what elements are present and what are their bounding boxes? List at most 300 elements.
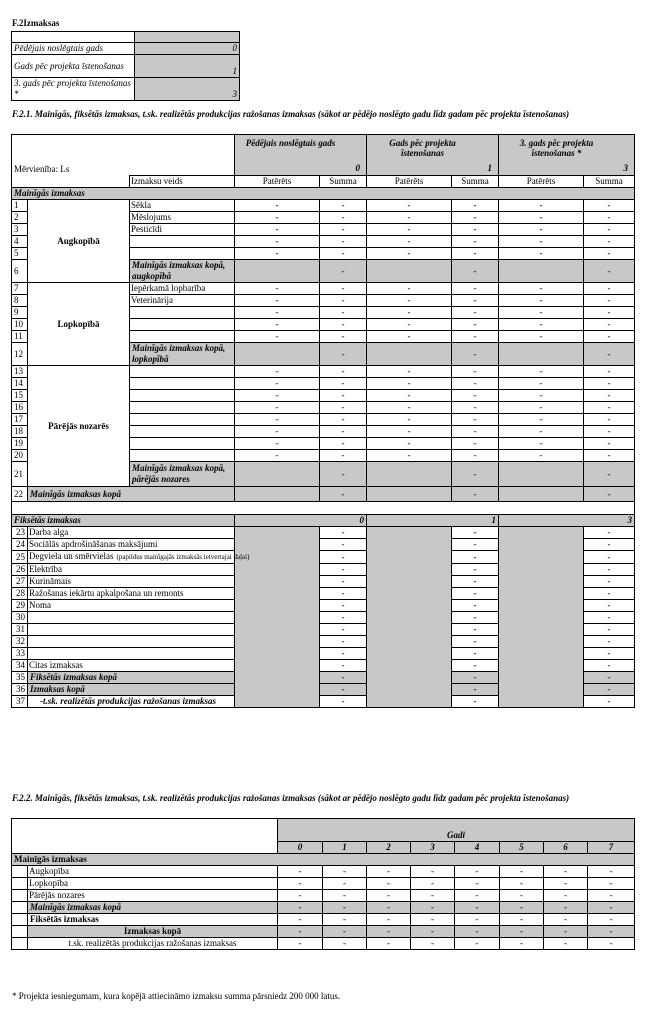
fixed-row-text: Kurināmais (29, 576, 71, 586)
row-indent (12, 937, 28, 949)
fixed-year0: 0 (235, 515, 367, 527)
consumed-cell: - (367, 331, 452, 343)
consumed-cell: - (499, 224, 584, 236)
row-number: 28 (12, 588, 28, 600)
sum-cell: - (320, 200, 367, 212)
year-value: - (588, 937, 635, 949)
row-number: 19 (12, 438, 28, 450)
sum-cell: - (584, 527, 635, 539)
sum-cell: - (452, 462, 499, 487)
year-value: - (455, 877, 500, 889)
row-number: 21 (12, 462, 28, 487)
sum-cell: - (584, 612, 635, 624)
sum-cell: - (584, 624, 635, 636)
consumed-cell: - (367, 236, 452, 248)
summary-value: 3 (135, 78, 240, 101)
year-value: - (544, 865, 588, 877)
summary-label: 3. gads pēc projekta īstenošanas * (12, 78, 135, 101)
sum-cell: - (320, 390, 367, 402)
fixed-row-text: Ražošanas iekārtu apkalpošana un remonts (29, 588, 184, 598)
sum-cell: - (584, 390, 635, 402)
sum-cell: - (320, 260, 367, 283)
year-value: - (323, 901, 367, 913)
summary-table (11, 31, 240, 101)
sum-cell: - (320, 588, 367, 600)
sum-cell: - (320, 283, 367, 295)
row-number: 25 (12, 551, 28, 564)
year-header-1 (367, 135, 499, 176)
row-total-label: Mainīgās izmaksas kopā, augkopībā (130, 260, 235, 283)
year-value: - (278, 901, 323, 913)
year-value: - (588, 913, 635, 925)
summary-year-row (12, 925, 635, 937)
summary-year-row (12, 889, 635, 901)
sum-cell: - (584, 462, 635, 487)
year-value: - (500, 925, 544, 937)
summary-row (12, 55, 240, 78)
row-label: Mēslojums (130, 212, 235, 224)
sum-cell: - (584, 295, 635, 307)
sum-cell: - (452, 331, 499, 343)
year-value: - (411, 937, 455, 949)
fixed-row-text: Izmaksas kopā (30, 684, 85, 694)
summary-year-row (12, 877, 635, 889)
consumed-cell (235, 487, 320, 502)
sum-cell: - (584, 660, 635, 672)
row-label: Pesticīdi (130, 224, 235, 236)
consumed-cell: - (499, 283, 584, 295)
row-indent (12, 901, 28, 913)
year-header-label: 3. gads pēc projekta īstenošanas * (519, 138, 594, 158)
sum-cell: - (320, 539, 367, 551)
row-label (130, 331, 235, 343)
year-value: - (411, 913, 455, 925)
year-value: - (455, 913, 500, 925)
years-blank (12, 841, 278, 853)
year-value: - (455, 889, 500, 901)
sum-cell: - (452, 588, 499, 600)
row-indent (12, 889, 28, 901)
sum-cell: - (320, 248, 367, 260)
consumed-cell (499, 343, 584, 366)
row-label (130, 414, 235, 426)
row-label (130, 438, 235, 450)
year-value: - (323, 937, 367, 949)
consumed-cell (235, 462, 320, 487)
variable-total-label: Mainīgās izmaksas kopā (28, 487, 235, 502)
consumed-cell (235, 260, 320, 283)
year-value: - (544, 913, 588, 925)
col-consumed: Patērēts (367, 176, 452, 188)
consumed-cell: - (367, 366, 452, 378)
row-number: 24 (12, 539, 28, 551)
consumed-cell (499, 462, 584, 487)
sum-cell: - (320, 378, 367, 390)
fixed-row-label (28, 539, 235, 551)
fixed-row-label (28, 588, 235, 600)
sum-cell: - (584, 438, 635, 450)
sum-cell: - (584, 636, 635, 648)
sum-cell: - (584, 684, 635, 696)
col-consumed: Patērēts (235, 176, 320, 188)
fixed-row-text: Noma (29, 600, 51, 610)
sum-cell: - (584, 551, 635, 564)
sum-cell: - (584, 564, 635, 576)
sum-cell: - (452, 307, 499, 319)
year-value: - (500, 889, 544, 901)
sum-cell: - (320, 684, 367, 696)
table-row (12, 200, 635, 212)
year-header-label: Pēdējais noslēgtais gads (245, 138, 336, 148)
sum-cell: - (320, 600, 367, 612)
sum-cell: - (584, 696, 635, 708)
sum-cell: - (320, 224, 367, 236)
sum-cell: - (452, 438, 499, 450)
sum-cell: - (584, 200, 635, 212)
consumed-cell: - (499, 212, 584, 224)
row-number: 9 (12, 307, 28, 319)
row-number: 23 (12, 527, 28, 539)
sum-cell: - (452, 539, 499, 551)
fixed-row-label (28, 600, 235, 612)
sum-cell: - (320, 331, 367, 343)
consumed-cell: - (367, 212, 452, 224)
year-value: - (323, 889, 367, 901)
summary-year-row (12, 901, 635, 913)
fixed-row-text: Elektrība (29, 564, 62, 574)
sum-cell: - (584, 260, 635, 283)
consumed-cell: - (367, 450, 452, 462)
consumed-cell: - (367, 307, 452, 319)
year-value: - (367, 877, 411, 889)
sum-cell: - (452, 684, 499, 696)
sum-cell: - (320, 462, 367, 487)
sum-cell: - (320, 307, 367, 319)
row-indent (12, 913, 28, 925)
sum-cell: - (320, 236, 367, 248)
consumed-cell: - (235, 248, 320, 260)
consumed-cell: - (235, 414, 320, 426)
year-header-num: 0 (355, 163, 361, 173)
fixed-row-label (28, 551, 250, 564)
grey-block (499, 527, 584, 708)
consumed-cell: - (499, 414, 584, 426)
fixed-row-label (28, 576, 235, 588)
table2-title: F.2.2. Mainīgās, fiksētās izmaksas, t.sk. realizētās produkcijas ražošanas izmaksas (sākot ar pēdējo noslēgto gadu līdz gadam pēc projekta īstenošanas) (12, 793, 570, 803)
fixed-row-label (28, 527, 235, 539)
row-label (130, 248, 235, 260)
year-value: - (367, 901, 411, 913)
consumed-cell (499, 260, 584, 283)
summary-year-row (12, 937, 635, 949)
consumed-cell: - (499, 319, 584, 331)
consumed-cell: - (367, 283, 452, 295)
fixed-costs-header: Fiksētās izmaksas (12, 515, 235, 527)
summary-year-row (12, 913, 635, 925)
col-cost-type: Izmaksu veids (130, 176, 235, 188)
consumed-cell: - (499, 236, 584, 248)
summary-header-blank (135, 32, 240, 43)
consumed-cell: - (367, 438, 452, 450)
year-header-0 (235, 135, 367, 176)
row-number: 1 (12, 200, 28, 212)
fixed-year1: 1 (367, 515, 499, 527)
consumed-cell: - (235, 438, 320, 450)
year-value: - (278, 913, 323, 925)
consumed-cell: - (235, 295, 320, 307)
year-value: - (455, 937, 500, 949)
row-indent (12, 877, 28, 889)
unit-blank (12, 176, 130, 188)
year-header-3 (499, 135, 635, 176)
fixed-row-text: Degviela un smērvielas (29, 551, 114, 561)
year-value: - (544, 901, 588, 913)
year-value: - (367, 925, 411, 937)
sum-cell: - (320, 696, 367, 708)
sum-cell: - (452, 487, 499, 502)
consumed-cell: - (367, 248, 452, 260)
group-name: Augkopībā (28, 200, 130, 283)
consumed-cell (499, 487, 584, 502)
sum-cell: - (452, 576, 499, 588)
row-number: 17 (12, 414, 28, 426)
consumed-cell: - (367, 319, 452, 331)
row-number: 20 (12, 450, 28, 462)
year-value: - (544, 889, 588, 901)
sum-cell: - (452, 450, 499, 462)
row-label: Iepērkamā lopbarība (130, 283, 235, 295)
fixed-row-text: Darba alga (29, 527, 69, 537)
section-title: F.2Izmaksas (12, 18, 60, 28)
grey-block (367, 527, 452, 708)
summary-header-blank (12, 32, 135, 43)
fixed-row-label (28, 672, 235, 684)
year-col-1: 1 (323, 841, 367, 853)
year-value: - (323, 865, 367, 877)
sum-cell: - (584, 450, 635, 462)
row-number: 30 (12, 612, 28, 624)
year-value: - (588, 889, 635, 901)
consumed-cell (367, 487, 452, 502)
consumed-cell: - (235, 236, 320, 248)
fixed-row-label (28, 684, 235, 696)
year-value: - (588, 877, 635, 889)
sum-cell: - (452, 390, 499, 402)
sum-cell: - (584, 426, 635, 438)
year-value: - (500, 901, 544, 913)
sum-cell: - (452, 212, 499, 224)
row-number: 34 (12, 660, 28, 672)
consumed-cell: - (367, 295, 452, 307)
year-col-7: 7 (588, 841, 635, 853)
sum-cell: - (320, 527, 367, 539)
year-value: - (544, 937, 588, 949)
unit-label: Mērvienība: Ls (12, 135, 235, 176)
sum-cell: - (584, 414, 635, 426)
sum-cell: - (584, 212, 635, 224)
year-col-2: 2 (367, 841, 411, 853)
row-number: 16 (12, 402, 28, 414)
sum-cell: - (584, 487, 635, 502)
row-number: 29 (12, 600, 28, 612)
row-number: 8 (12, 295, 28, 307)
sum-cell: - (584, 331, 635, 343)
col-sum: Summa (584, 176, 635, 188)
year-value: - (411, 877, 455, 889)
consumed-cell: - (367, 414, 452, 426)
sum-cell: - (452, 283, 499, 295)
summary-year-label: Augkopība (28, 865, 278, 877)
spacer (12, 502, 635, 515)
row-total-label: Mainīgās izmaksas kopā, pārējās nozares (130, 462, 235, 487)
fixed-row-note: (papildus mainīgajās izmaksās ietvertajai daļai) (116, 553, 250, 561)
sum-cell: - (320, 636, 367, 648)
year-col-3: 3 (411, 841, 455, 853)
year-value: - (411, 925, 455, 937)
row-label: Veterinārija (130, 295, 235, 307)
year-col-5: 5 (500, 841, 544, 853)
row-label (130, 366, 235, 378)
row-number: 12 (12, 343, 28, 366)
row-label (130, 236, 235, 248)
sum-cell: - (320, 438, 367, 450)
consumed-cell: - (235, 224, 320, 236)
sum-cell: - (584, 402, 635, 414)
year-value: - (367, 889, 411, 901)
row-indent (12, 925, 28, 937)
sum-cell: - (320, 414, 367, 426)
col-consumed: Patērēts (499, 176, 584, 188)
year-value: - (544, 925, 588, 937)
consumed-cell: - (499, 438, 584, 450)
sum-cell: - (584, 283, 635, 295)
sum-cell: - (584, 343, 635, 366)
sum-cell: - (584, 600, 635, 612)
fixed-row-text: Citas izmaksas (29, 660, 83, 670)
year-value: - (455, 865, 500, 877)
summary-year-label: Izmaksas kopā (28, 925, 278, 937)
row-number: 37 (12, 696, 28, 708)
year-value: - (367, 937, 411, 949)
year-col-4: 4 (455, 841, 500, 853)
fixed-row-label (28, 564, 235, 576)
row-number: 11 (12, 331, 28, 343)
sum-cell: - (452, 414, 499, 426)
summary-year-label: Mainīgās izmaksas kopā (28, 901, 278, 913)
consumed-cell: - (235, 378, 320, 390)
sum-cell: - (452, 224, 499, 236)
sum-cell: - (320, 450, 367, 462)
sum-cell: - (452, 426, 499, 438)
sum-cell: - (452, 319, 499, 331)
row-number: 31 (12, 624, 28, 636)
consumed-cell: - (367, 426, 452, 438)
row-label (130, 378, 235, 390)
consumed-cell: - (235, 390, 320, 402)
sum-cell: - (320, 212, 367, 224)
year-value: - (367, 913, 411, 925)
summary-label: Gads pēc projekta īstenošanas (12, 55, 135, 78)
sum-cell: - (320, 564, 367, 576)
summary-row (12, 78, 240, 101)
sum-cell: - (452, 672, 499, 684)
consumed-cell: - (235, 212, 320, 224)
row-number: 18 (12, 426, 28, 438)
group-name: Pārējās nozarēs (28, 366, 130, 487)
row-number: 7 (12, 283, 28, 295)
year-value: - (588, 865, 635, 877)
sum-cell: - (452, 636, 499, 648)
sum-cell: - (452, 402, 499, 414)
consumed-cell: - (235, 331, 320, 343)
consumed-cell: - (235, 402, 320, 414)
row-label (130, 390, 235, 402)
year-value: - (455, 901, 500, 913)
fixed-row-label (28, 660, 235, 672)
sum-cell: - (452, 564, 499, 576)
fixed-row-label (28, 612, 235, 624)
consumed-cell: - (499, 378, 584, 390)
summary-year-row (12, 865, 635, 877)
sum-cell: - (452, 200, 499, 212)
year-value: - (323, 877, 367, 889)
year-value: - (500, 865, 544, 877)
sum-cell: - (584, 319, 635, 331)
table-row (12, 366, 635, 378)
year-value: - (278, 925, 323, 937)
summary-row (12, 43, 240, 55)
row-label (130, 319, 235, 331)
fixed-row-text: Fiksētās izmaksas kopā (30, 672, 118, 682)
row-indent (12, 865, 28, 877)
row-label (130, 450, 235, 462)
variable-section: Mainīgās izmaksas (12, 853, 635, 865)
sum-cell: - (584, 248, 635, 260)
summary-year-label: Pārējās nozares (28, 889, 278, 901)
consumed-cell: - (235, 366, 320, 378)
sum-cell: - (320, 487, 367, 502)
consumed-cell: - (235, 307, 320, 319)
year-value: - (278, 889, 323, 901)
year-header-num: 3 (623, 163, 629, 173)
consumed-cell: - (235, 283, 320, 295)
row-number: 35 (12, 672, 28, 684)
year-value: - (588, 901, 635, 913)
consumed-cell: - (499, 295, 584, 307)
consumed-cell: - (367, 402, 452, 414)
consumed-cell: - (499, 331, 584, 343)
year-value: - (500, 913, 544, 925)
row-number: 3 (12, 224, 28, 236)
row-label (130, 426, 235, 438)
consumed-cell: - (367, 224, 452, 236)
consumed-cell: - (499, 307, 584, 319)
consumed-cell: - (235, 426, 320, 438)
consumed-cell: - (235, 200, 320, 212)
fixed-row-text: -t.sk. realizētās produkcijas ražošanas izmaksas (40, 696, 217, 706)
sum-cell: - (320, 672, 367, 684)
sum-cell: - (320, 624, 367, 636)
year-value: - (367, 865, 411, 877)
year-value: - (411, 889, 455, 901)
sum-cell: - (584, 672, 635, 684)
consumed-cell (367, 343, 452, 366)
consumed-cell: - (367, 200, 452, 212)
table1-title: F.2.1. Mainīgās, fiksētās izmaksas, t.sk. realizētās produkcijas ražošanas izmaksas (sākot ar pēdējo noslēgto gadu līdz gadam pēc projekta īstenošanas) (12, 109, 570, 119)
sum-cell: - (452, 624, 499, 636)
summary-year-label: t.sk. realizētās produkcijas ražošanas izmaksas (28, 937, 278, 949)
sum-cell: - (584, 307, 635, 319)
